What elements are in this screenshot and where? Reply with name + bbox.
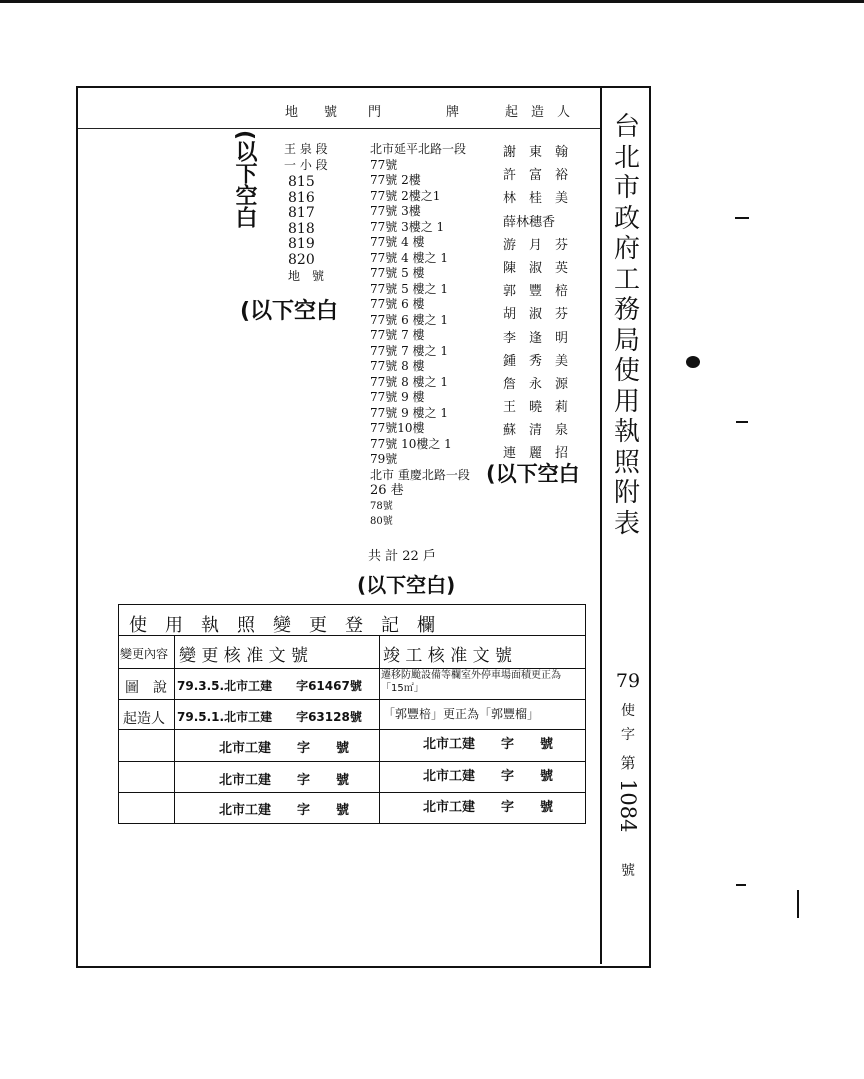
address-line: 77號 2樓 xyxy=(370,173,421,187)
address-line: 77號 6 樓 xyxy=(370,297,425,311)
address-line: 77號 4 樓 xyxy=(370,235,425,249)
owner-name: 謝 東 翰 xyxy=(503,145,569,160)
owner-name: 薛林穗香 xyxy=(503,214,556,230)
lot-number: 815 xyxy=(288,174,315,190)
address-line: 77號 7 樓 xyxy=(370,328,425,342)
household-total: 共 計 22 戶 xyxy=(368,549,436,564)
blank-stamp-middle: (以下空白 xyxy=(240,299,339,324)
lot-number: 817 xyxy=(288,205,315,222)
header-rule xyxy=(78,128,600,129)
lot-number: 816 xyxy=(288,189,315,206)
license-number-block xyxy=(608,670,648,880)
row-complete: 北市工建 字 號 xyxy=(423,769,554,784)
address-line: 77號 3樓 xyxy=(370,204,421,218)
owner-column xyxy=(503,141,589,466)
document-title: 台 北 市 政 府 工 務 局 使 用 執 照 附 表 xyxy=(613,112,640,539)
address-line: 77號 8 樓 xyxy=(370,359,425,373)
address-line: 77號 7 樓之 1 xyxy=(370,343,448,358)
lot-numbers xyxy=(288,175,324,284)
address-lane: 26 巷 xyxy=(370,483,404,498)
address-line: 77號 9 樓 xyxy=(370,390,425,404)
address-column xyxy=(370,142,495,530)
scan-speck xyxy=(735,217,749,219)
address-line: 77號 3樓之 1 xyxy=(370,219,445,234)
license-suffix: 號 xyxy=(621,863,635,880)
lot-number: 818 xyxy=(288,220,315,237)
license-prefix: 第 xyxy=(620,754,636,772)
change-registration-table xyxy=(118,604,586,824)
owner-name: 胡 淑 芬 xyxy=(503,307,569,323)
col-header-approve: 變 更 核 准 文 號 xyxy=(179,646,309,666)
address-line: 77號 xyxy=(370,157,398,172)
row-complete: 北市工建 字 號 xyxy=(423,800,554,815)
row-approve: 79.3.5.北市工建 字61467號 xyxy=(177,679,362,693)
owner-name: 王 曉 莉 xyxy=(503,400,569,416)
lot-column xyxy=(284,142,328,173)
row-approve: 北市工建 字 號 xyxy=(219,741,350,756)
lot-number: 819 xyxy=(288,236,315,253)
owner-name: 陳 淑 英 xyxy=(503,260,569,276)
blank-stamp-bottom: (以下空白) xyxy=(357,573,456,597)
lot-subsection: 一 小 段 xyxy=(284,157,328,172)
owner-name: 詹 永 源 xyxy=(503,376,569,392)
address-line: 77號 2樓之1 xyxy=(370,188,441,203)
scan-speck xyxy=(736,421,748,423)
lot-footer: 地 號 xyxy=(288,268,325,283)
address-line: 77號 5 樓 xyxy=(370,266,425,280)
license-ordinal: 字 xyxy=(621,727,635,743)
blank-stamp-right: (以下空白 xyxy=(486,462,580,486)
table-title: 使 用 執 照 變 更 登 記 欄 xyxy=(129,615,435,636)
owner-name: 許 富 裕 xyxy=(503,168,569,184)
owner-name: 連 麗 招 xyxy=(503,446,569,462)
owner-name: 林 桂 美 xyxy=(503,191,569,207)
row-approve: 79.5.1.北市工建 字63128號 xyxy=(177,710,362,724)
license-number: 1084 xyxy=(616,779,640,833)
address-line: 79號 xyxy=(370,452,398,466)
header-owner: 起 造 人 xyxy=(505,105,571,120)
row-complete: 「郭豐棓」更正為「郭豐榴」 xyxy=(383,707,540,721)
row-complete: 北市工建 字 號 xyxy=(423,737,554,752)
row-label: 起造人 xyxy=(123,711,165,727)
license-type: 使 xyxy=(621,703,635,719)
header-lot: 地 號 xyxy=(285,105,338,120)
owner-name: 游 月 芬 xyxy=(503,237,569,253)
header-door: 門 牌 xyxy=(368,105,460,120)
address-line: 77號10樓 xyxy=(370,421,425,435)
address-line: 77號 10樓之 1 xyxy=(370,436,452,451)
owner-name: 蘇 清 泉 xyxy=(503,423,569,439)
col-header-complete: 竣 工 核 准 文 號 xyxy=(383,646,513,666)
license-year: 79 xyxy=(615,670,641,692)
address-line: 77號 5 樓之 1 xyxy=(370,281,448,296)
scan-speck xyxy=(686,356,700,368)
row-approve: 北市工建 字 號 xyxy=(219,773,350,788)
lot-number: 820 xyxy=(288,251,315,268)
row-label: 圖 說 xyxy=(125,680,167,696)
scan-speck xyxy=(736,884,746,886)
row-complete: 遷移防颱設備等欄室外停車場面積更正為「15㎡」 xyxy=(381,670,561,694)
address-street: 北市延平北路一段 xyxy=(370,142,467,156)
address-line: 77號 6 樓之 1 xyxy=(370,312,448,327)
address-line: 78號 xyxy=(370,500,393,512)
blank-stamp-vertical: (以下空白 xyxy=(232,130,257,229)
scan-speck xyxy=(797,890,799,918)
row-approve: 北市工建 字 號 xyxy=(219,803,350,818)
address-line: 77號 8 樓之 1 xyxy=(370,374,448,389)
address-line: 77號 4 樓之 1 xyxy=(370,250,448,265)
address-street-2: 北市 重慶北路一段 xyxy=(370,467,470,482)
address-line: 80號 xyxy=(370,516,393,527)
title-divider xyxy=(600,86,602,964)
address-line: 77號 9 樓之 1 xyxy=(370,405,448,420)
owner-name: 郭 豐 棓 xyxy=(503,284,569,300)
lot-section: 王 泉 段 xyxy=(284,142,328,156)
owner-name: 鍾 秀 美 xyxy=(503,353,569,369)
col-header-change: 變更內容 xyxy=(120,647,169,661)
scan-edge xyxy=(0,0,864,3)
owner-name: 李 逢 明 xyxy=(503,330,569,346)
